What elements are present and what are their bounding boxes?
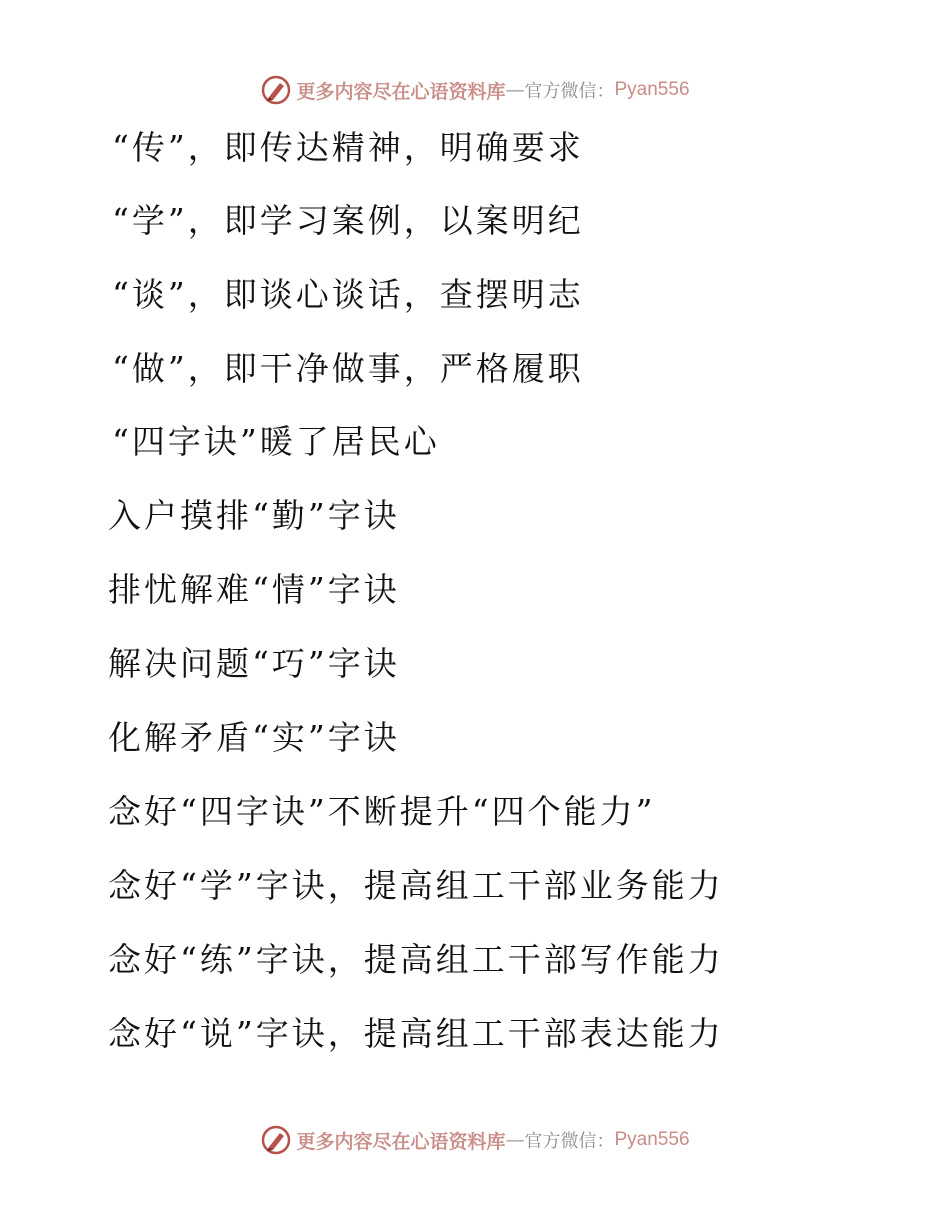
text-line: 念好“学”字诀，提高组工干部业务能力 — [108, 866, 724, 905]
text-line: 解决问题“巧”字诀 — [108, 644, 400, 683]
text-line: 入户摸排“勤”字诀 — [108, 496, 400, 535]
banner-main-text: 更多内容尽在心语资料库 — [296, 1130, 506, 1153]
text-line: 化解矛盾“实”字诀 — [108, 718, 400, 757]
text-line: “做”，即干净做事，严格履职 — [112, 349, 584, 388]
text-line: 念好“四字诀”不断提升“四个能力” — [108, 792, 656, 831]
banner-wechat-id: Pyan556 — [614, 1129, 690, 1150]
header-banner — [0, 70, 950, 110]
text-line: “传”，即传达精神，明确要求 — [112, 128, 584, 167]
text-line: 念好“说”字诀，提高组工干部表达能力 — [108, 1014, 724, 1053]
pen-logo-icon — [260, 1124, 292, 1156]
banner-label: 官方微信： — [524, 1131, 615, 1152]
text-line: “四字诀”暖了居民心 — [112, 422, 440, 461]
banner-separator: — — [505, 1129, 525, 1151]
banner-label: 官方微信： — [524, 81, 615, 102]
text-line: “谈”，即谈心谈话，查摆明志 — [112, 275, 584, 314]
banner-separator: — — [505, 79, 525, 101]
text-line: 念好“练”字诀，提高组工干部写作能力 — [108, 940, 724, 979]
banner-main-text: 更多内容尽在心语资料库 — [296, 80, 506, 103]
banner-wechat-id: Pyan556 — [614, 79, 690, 100]
text-line: 排忧解难“情”字诀 — [108, 570, 400, 609]
pen-logo-icon — [260, 74, 292, 106]
footer-banner — [0, 1120, 950, 1160]
text-line: “学”，即学习案例，以案明纪 — [112, 201, 584, 240]
